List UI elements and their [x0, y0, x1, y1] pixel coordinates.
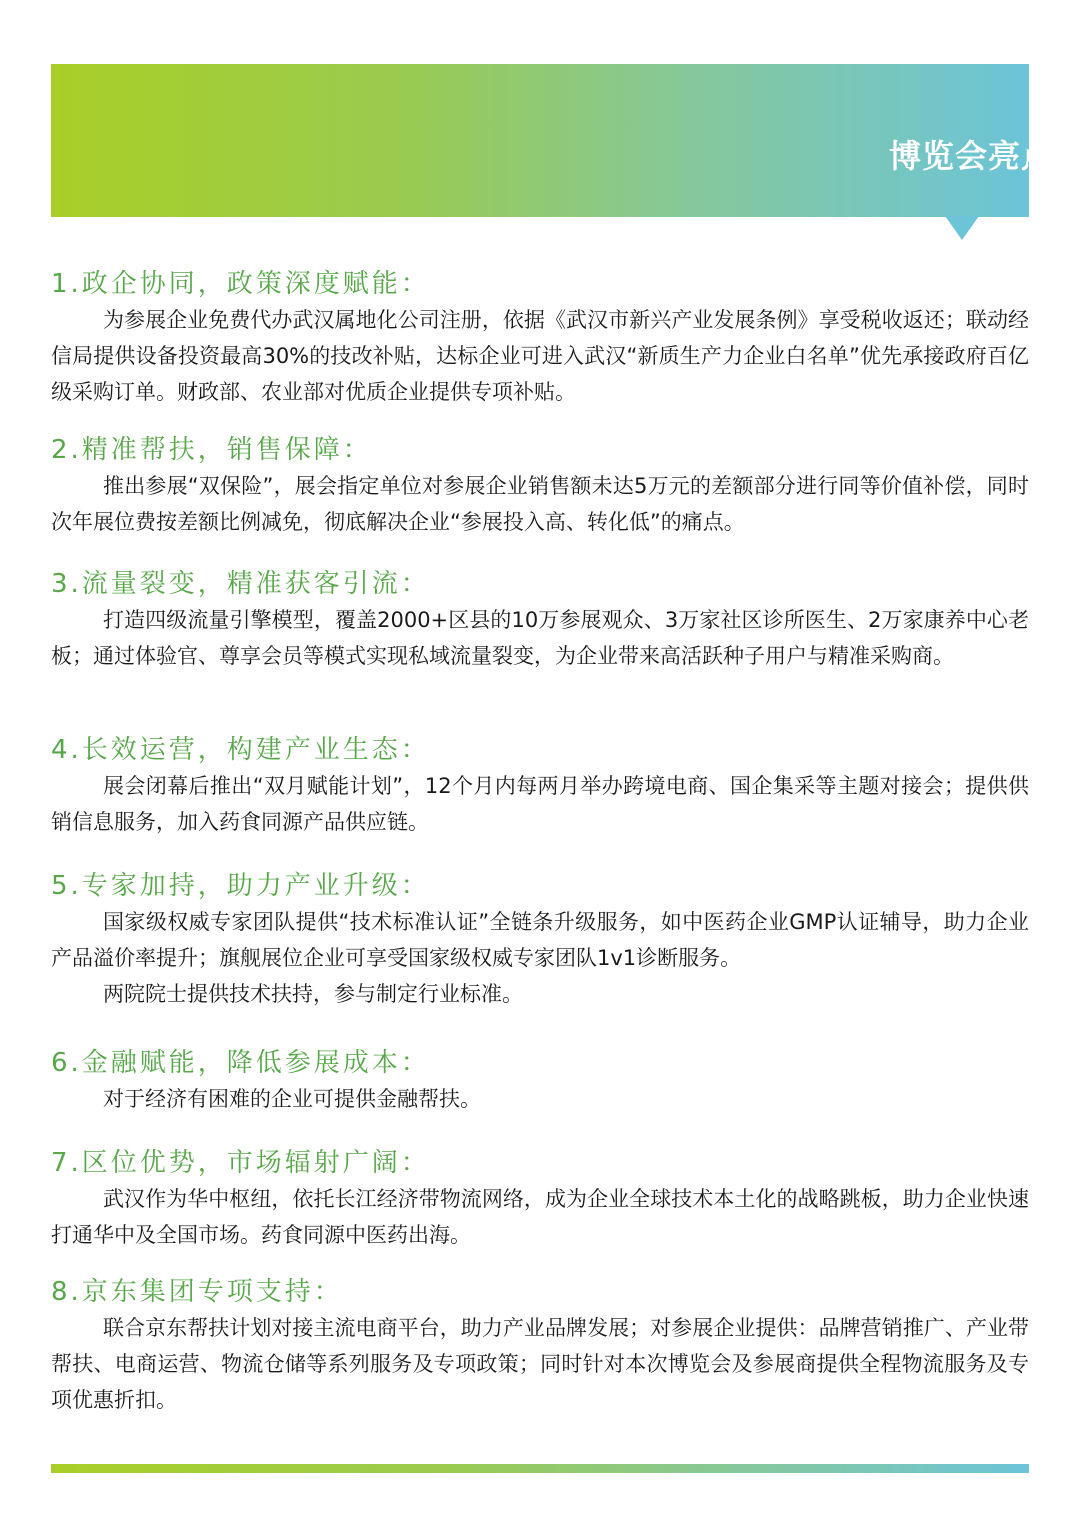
section-heading: 3.流量裂变，精准获客引流：: [51, 569, 430, 599]
section-heading: 7.区位优势，市场辐射广阔：: [51, 1148, 430, 1178]
section-paragraph: 国家级权威专家团队提供“技术标准认证”全链条升级服务，如中医药企业GMP认证辅导，助力企业产品溢价率提升；旗舰展位企业可享受国家级权威专家团队1v1诊断服务。: [51, 910, 1029, 970]
footer-bar: [51, 1464, 1029, 1473]
section-traffic: [51, 566, 1029, 674]
section-paragraph: 两院院士提供技术扶持，参与制定行业标准。: [103, 982, 523, 1006]
section-heading: 8.京东集团专项支持：: [51, 1277, 343, 1307]
section-paragraph: 对于经济有困难的企业可提供金融帮扶。: [103, 1087, 481, 1111]
section-sales-guarantee: [51, 432, 1029, 540]
section-heading: 4.长效运营，构建产业生态：: [51, 735, 430, 765]
section-operations: [51, 732, 1029, 840]
section-paragraph: 推出参展“双保险”，展会指定单位对参展企业销售额未达5万元的差额部分进行同等价值补偿，同时次年展位费按差额比例减免，彻底解决企业“参展投入高、转化低”的痛点。: [51, 474, 1029, 534]
section-finance: [51, 1045, 1029, 1117]
section-heading: 2.精准帮扶，销售保障：: [51, 435, 372, 465]
header-banner: [51, 64, 1029, 217]
section-policy: [51, 266, 1029, 410]
section-paragraph: 展会闭幕后推出“双月赋能计划”，12个月内每两月举办跨境电商、国企集采等主题对接会；提供供销信息服务，加入药食同源产品供应链。: [51, 774, 1029, 834]
section-jd-support: [51, 1274, 1029, 1418]
section-heading: 6.金融赋能，降低参展成本：: [51, 1048, 430, 1078]
section-paragraph: 打造四级流量引擎模型，覆盖2000+区县的10万参展观众、3万家社区诊所医生、2万家康养中心老板；通过体验官、尊享会员等模式实现私域流量裂变，为企业带来高活跃种子用户与精准采购商。: [51, 608, 1029, 668]
section-paragraph: 联合京东帮扶计划对接主流电商平台，助力产业品牌发展；对参展企业提供：品牌营销推广、产业带帮扶、电商运营、物流仓储等系列服务及专项政策；同时针对本次博览会及参展商提供全程物流服务及专项优惠折扣。: [51, 1316, 1029, 1412]
section-experts: [51, 868, 1029, 1012]
section-paragraph: 为参展企业免费代办武汉属地化公司注册，依据《武汉市新兴产业发展条例》享受税收返还；联动经信局提供设备投资最高30%的技改补贴，达标企业可进入武汉“新质生产力企业白名单”优先承接政府百亿级采购订单。财政部、农业部对优质企业提供专项补贴。: [51, 308, 1029, 404]
section-paragraph: 武汉作为华中枢纽，依托长江经济带物流网络，成为企业全球技术本土化的战略跳板，助力企业快速打通华中及全国市场。药食同源中医药出海。: [51, 1187, 1029, 1247]
page-title: 博览会亮点: [888, 137, 1054, 175]
section-location: [51, 1145, 1029, 1253]
section-heading: 5.专家加持，助力产业升级：: [51, 871, 430, 901]
banner-notch: [945, 216, 979, 240]
section-heading: 1.政企协同，政策深度赋能：: [51, 269, 430, 299]
